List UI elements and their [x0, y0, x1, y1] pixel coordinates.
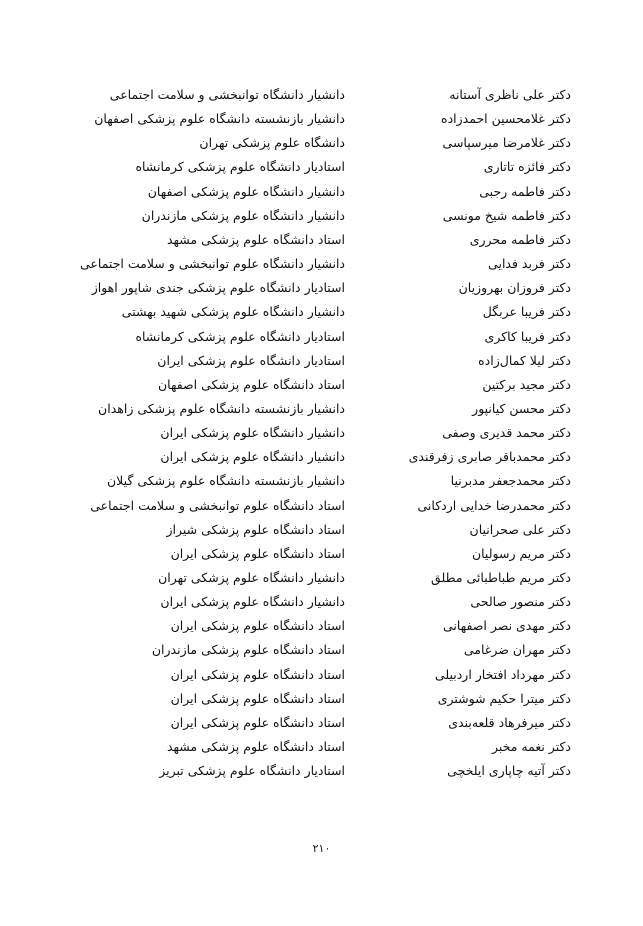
- contributor-name: دکتر مریم طباطبائی مطلق: [431, 570, 571, 585]
- list-item: [0, 496, 643, 520]
- contributor-name: دکتر فاطمه محرری: [469, 231, 571, 247]
- list-item: [0, 616, 643, 640]
- contributor-name: دکتر غلامحسین احمدزاده: [441, 111, 571, 127]
- list-item: [0, 278, 643, 302]
- contributor-name: دکتر میترا حکیم شوشتری: [437, 690, 571, 706]
- contributor-affiliation: دانشیار دانشگاه علوم پزشکی شهید بهشتی: [121, 304, 345, 320]
- contributor-affiliation: استادیار دانشگاه علوم پزشکی تبریز: [159, 763, 345, 779]
- contributor-affiliation: استاد دانشگاه علوم پزشکی ایران: [170, 666, 345, 682]
- contributor-name: دکتر فریبا عربگل: [482, 304, 571, 320]
- contributor-name: دکتر مهدی نصر اصفهانی: [442, 618, 571, 634]
- list-item: [0, 399, 643, 423]
- list-item: [0, 689, 643, 713]
- list-item: [0, 133, 643, 157]
- contributor-name: دکتر مهران ضرغامی: [463, 642, 571, 658]
- contributor-affiliation: دانشیار بازنشسته دانشگاه علوم پزشکی اصفهان: [94, 111, 345, 127]
- list-item: [0, 302, 643, 326]
- contributor-name: دکتر محمدرضا خدایی اردکانی: [417, 497, 571, 513]
- list-item: [0, 761, 643, 785]
- contributor-affiliation: استاد دانشگاه علوم پزشکی اصفهان: [157, 376, 345, 392]
- contributor-affiliation: دانشیار دانشگاه علوم پزشکی اصفهان: [147, 183, 345, 199]
- contributor-name: دکتر فربد فدایی: [488, 256, 571, 272]
- contributor-name: دکتر فروزان بهروزیان: [458, 280, 571, 296]
- list-item: [0, 351, 643, 375]
- contributor-name: دکتر منصور صالحی: [470, 594, 571, 610]
- contributor-affiliation: استاد دانشگاه علوم پزشکی ایران: [170, 618, 345, 634]
- contributor-affiliation: استاد دانشگاه علوم پزشکی مشهد: [166, 739, 345, 755]
- contributor-affiliation: استاد دانشگاه علوم پزشکی ایران: [170, 545, 345, 561]
- list-item: [0, 471, 643, 495]
- contributor-affiliation: استاد دانشگاه علوم پزشکی مشهد: [166, 231, 345, 247]
- contributor-name: دکتر مریم رسولیان: [471, 545, 571, 561]
- contributor-affiliation: استاد دانشگاه علوم پزشکی شیراز: [166, 521, 345, 537]
- contributor-affiliation: استادیار دانشگاه علوم پزشکی کرمانشاه: [135, 328, 345, 344]
- contributor-affiliation: استاد دانشگاه علوم پزشکی ایران: [170, 714, 345, 730]
- contributor-affiliation: دانشیار دانشگاه علوم پزشکی مازندران: [141, 207, 345, 223]
- list-item: [0, 447, 643, 471]
- contributor-name: دکتر محمدباقر صابری زفرقندی: [408, 449, 571, 465]
- contributor-name: دکتر مهرداد افتخار اردبیلی: [434, 666, 571, 682]
- list-item: [0, 230, 643, 254]
- page-number: ۲۱۰: [312, 842, 331, 855]
- contributor-name: دکتر فاطمه رجبی: [479, 183, 571, 199]
- contributor-name: دکتر محمد قدیری وصفی: [442, 425, 571, 441]
- contributor-name: دکتر علی ناظری آستانه: [449, 87, 571, 102]
- contributor-name: دکتر لیلا کمال‌زاده: [478, 352, 571, 368]
- contributor-affiliation: استاد دانشگاه علوم توانبخشی و سلامت اجتماعی: [90, 497, 345, 513]
- list-item: [0, 737, 643, 761]
- list-item: [0, 327, 643, 351]
- list-item: [0, 157, 643, 181]
- list-item: [0, 254, 643, 278]
- list-item: [0, 423, 643, 447]
- contributor-name: دکتر علی صحرانیان: [469, 521, 571, 537]
- contributor-affiliation: استاد دانشگاه علوم پزشکی مازندران: [151, 642, 345, 658]
- contributor-affiliation: دانشیار دانشگاه علوم پزشکی ایران: [160, 425, 345, 441]
- contributor-name: دکتر فریبا کاکری: [484, 328, 571, 344]
- list-item: [0, 375, 643, 399]
- contributor-affiliation: دانشیار بازنشسته دانشگاه علوم پزشکی زاهدان: [98, 400, 345, 416]
- contributor-affiliation: استادیار دانشگاه علوم پزشکی ایران: [157, 352, 345, 368]
- list-item: [0, 640, 643, 664]
- contributor-name: دکتر محمدجعفر مدبرنیا: [450, 473, 571, 489]
- contributor-affiliation: دانشیار دانشگاه علوم توانبخشی و سلامت اجتماعی: [80, 256, 345, 272]
- contributor-affiliation: دانشیار دانشگاه علوم پزشکی ایران: [160, 594, 345, 610]
- list-item: [0, 544, 643, 568]
- contributor-name: دکتر نغمه مخبر: [491, 739, 571, 755]
- contributor-affiliation: استاد دانشگاه علوم پزشکی ایران: [170, 690, 345, 706]
- contributor-affiliation: استادیار دانشگاه علوم پزشکی جندی شاپور اهواز: [91, 280, 345, 296]
- contributor-affiliation: استادیار دانشگاه علوم پزشکی کرمانشاه: [135, 159, 345, 175]
- list-item: [0, 520, 643, 544]
- contributor-name: دکتر مجید برکتین: [482, 376, 571, 392]
- contributor-name: دکتر فاطمه شیخ مونسی: [442, 207, 571, 223]
- contributor-name: دکتر آتیه چاپاری ایلخچی: [447, 763, 571, 779]
- contributor-affiliation: دانشیار دانشگاه علوم پزشکی تهران: [158, 570, 345, 585]
- contributor-name: دکتر فائزه تاتاری: [483, 159, 571, 175]
- list-item: [0, 665, 643, 689]
- contributor-name: دکتر محسن کیانپور: [472, 400, 571, 416]
- contributor-name: دکتر غلامرضا میرسپاسی: [442, 135, 571, 151]
- list-item: [0, 713, 643, 737]
- contributor-affiliation: دانشیار دانشگاه علوم پزشکی ایران: [160, 449, 345, 465]
- contributor-affiliation: دانشیار دانشگاه توانبخشی و سلامت اجتماعی: [109, 87, 345, 102]
- list-item: [0, 109, 643, 133]
- list-item: [0, 85, 643, 109]
- list-item: [0, 182, 643, 206]
- contributor-affiliation: دانشیار بازنشسته دانشگاه علوم پزشکی گیلان: [107, 473, 345, 489]
- contributor-affiliation: دانشگاه علوم پزشکی تهران: [199, 135, 345, 151]
- list-item: [0, 592, 643, 616]
- list-item: [0, 206, 643, 230]
- contributor-name: دکتر میرفرهاد قلعه‌بندی: [448, 714, 571, 730]
- list-item: [0, 568, 643, 592]
